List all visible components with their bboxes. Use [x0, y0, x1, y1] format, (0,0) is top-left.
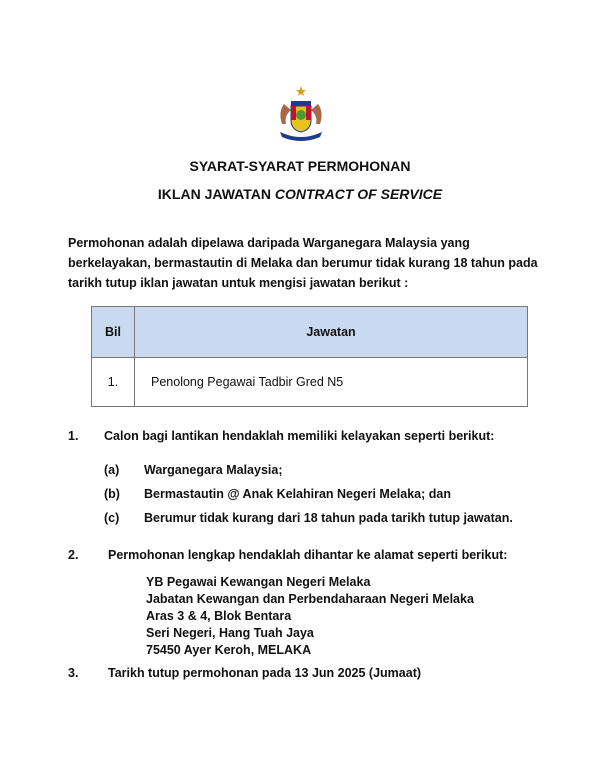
item-c-text: Berumur tidak kurang dari 18 tahun pada tarikh tutup jawatan. [144, 511, 513, 525]
item-b-text: Bermastautin @ Anak Kelahiran Negeri Melaka; dan [144, 487, 451, 501]
table-header-row [92, 307, 528, 358]
section-3-number: 3. [68, 666, 79, 680]
item-b-label: (b) [104, 487, 120, 501]
section-2-text: Permohonan lengkap hendaklah dihantar ke alamat seperti berikut: [108, 548, 508, 562]
position-table [91, 306, 528, 407]
page-subtitle [0, 186, 600, 202]
table-row [92, 358, 528, 407]
address-line: 75450 Ayer Keroh, MELAKA [146, 643, 312, 657]
address-block [146, 574, 474, 659]
intro-paragraph: Permohonan adalah dipelawa daripada Warganegara Malaysia yang berkelayakan, bermastautin di Melaka dan berumur tidak kurang 18 tahun pada tarikh tutup iklan jawatan untuk mengisi jawatan berikut : [68, 236, 538, 290]
header-jawatan: Jawatan [135, 307, 528, 358]
section-1-text: Calon bagi lantikan hendaklah memiliki kelayakan seperti berikut: [104, 429, 495, 443]
address-line: Aras 3 & 4, Blok Bentara [146, 609, 292, 623]
header-bil: Bil [92, 307, 135, 358]
section-3-text: Tarikh tutup permohonan pada 13 Jun 2025 (Jumaat) [108, 666, 422, 680]
address-line: Seri Negeri, Hang Tuah Jaya [146, 626, 314, 640]
state-crest-logo [274, 84, 328, 151]
page-title: SYARAT-SYARAT PERMOHONAN [189, 158, 411, 174]
cell-bil: 1. [92, 358, 135, 407]
subtitle-text: IKLAN JAWATAN [157, 186, 275, 202]
address-line: Jabatan Kewangan dan Perbendaharaan Negeri Melaka [146, 592, 474, 606]
section-2-number: 2. [68, 548, 79, 562]
item-a-label: (a) [104, 463, 120, 477]
subtitle-italic: CONTRACT OF SERVICE [274, 186, 443, 202]
item-c-label: (c) [104, 511, 120, 525]
item-a-text: Warganegara Malaysia; [144, 463, 283, 477]
cell-jawatan: Penolong Pegawai Tadbir Gred N5 [135, 358, 528, 407]
address-line: YB Pegawai Kewangan Negeri Melaka [146, 575, 371, 589]
section-1-number: 1. [68, 429, 79, 443]
